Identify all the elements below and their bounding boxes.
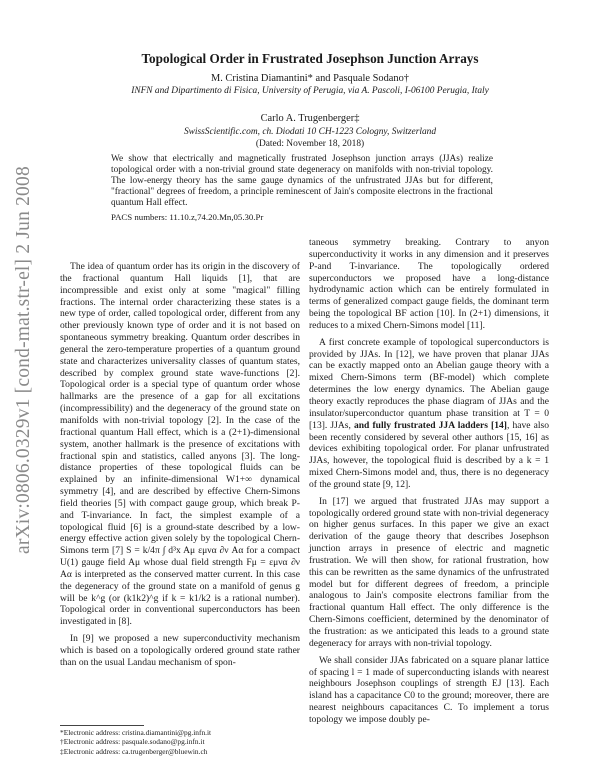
paragraph xyxy=(309,337,549,491)
paragraph: The idea of quantum order has its origin in the discovery of the fractional quantum Hall liquids [1], that are incompressible and exist only at some "magical" filling fractions. The internal order characterizing these states is a new type of order, called topological order, different from any other previously known type of order and it is not based on spontaneous symmetry breaking. Quantum order describes in general the zero-temperature properties of a quantum ground state and characterizes universality classes of quantum states, described by complex ground state wave-functions [2]. Topological order is a special type of quantum order whose hallmarks are the presence of a gap for all excitations (incompressibility) and the degeneracy of the ground state on manifolds with non-trivial topology [2]. In the case of the fractional quantum Hall effect, which is a (2+1)-dimensional system, another hallmark is the presence of excitations with fractional spin and statistics, called anyons [3]. The long-distance properties of these topological fluids can be explained by an infinite-dimensional W1+∞ dynamical symmetry [4], and are described by effective Chern-Simons field theories [5] with compact gauge group, which break P-and T-invariance. In fact, the simplest example of a topological fluid [6] is a ground-state described by a low-energy effective action given solely by the topological Chern-Simons term [7] S = k/4π ∫ d³x Aμ εμνα ∂ν Aα for a compact U(1) gauge field Aμ whose dual field strength Fμ = εμνα ∂ν Aα is interpreted as the conserved matter current. In this case the degeneracy of the ground state on a manifold of genus g will be k^g (or (k1k2)^g if k = k1/k2 is a rational number). Topological order in conventional superconductors has been investigated in [8]. xyxy=(60,261,300,628)
affiliation-1: INFN and Dipartimento di Fisica, University of Perugia, via A. Pascoli, I-06100 Perugia, Italy xyxy=(131,86,489,96)
affiliation-2: SwissScientific.com, ch. Diodati 10 CH-1223 Cologny, Switzerland xyxy=(183,127,437,137)
abstract: We show that electrically and magnetically frustrated Josephson junction arrays (JJAs) realize topological order with a non-trivial ground state degeneracy on manifolds with non-trivial topology. The low-energy theory has the same gauge dynamics of the unfrustrated JJAs but for different, "fractional" degrees of freedom, a principle reminescent of Jain's composite electrons in the fractional quantum Hall effect. xyxy=(111,154,493,208)
bold-text-run: and fully frustrated JJA ladders [14] xyxy=(350,419,507,431)
authors-line-1: M. Cristina Diamantini* and Pasquale Sodano† xyxy=(211,73,409,84)
paragraph: In [9] we proposed a new superconductivity mechanism which is based on a topologically ordered ground state rather than on the usual Landau mechanism of spon- xyxy=(60,633,300,668)
arxiv-identifier: arXiv:0806.0329v1 [cond-mat.str-el] 2 Jun 2008 xyxy=(13,166,34,554)
text-run: A first concrete example of topological superconductors is provided by JJAs. In [12], we have proven that planar JJAs can be exactly mapped onto an Abelian gauge theory with a mixed Chern-Simons term (BF-model) which complete determines the low energy dynamics. The Abelian gauge theory exactly reproduces the phase diagram of JJAs and the insulator/superconductor quantum phase transition at T = 0 [13]. JJAs, xyxy=(309,336,549,431)
paper-title: Topological Order in Frustrated Josephson Junction Arrays xyxy=(141,51,479,66)
text-run: , have also been recently considered by several other authors [15, 16] as devices exhibiting topological order. For planar unfrustrated JJAs, however, the topological fluid is described by a k = 1 mixed Chern-Simons model and, thus, there is no degeneracy of the ground state [9, 12]. xyxy=(309,419,549,490)
right-column xyxy=(309,237,549,731)
date-line: (Dated: November 18, 2018) xyxy=(255,139,365,149)
footnote: †Electronic address: pasquale.sodano@pg.infn.it xyxy=(60,737,205,747)
footnote: *Electronic address: cristina.diamantini@pg.infn.it xyxy=(60,728,212,737)
paragraph: In [17] we argued that frustrated JJAs may support a topologically ordered ground state with non-trivial degeneracy on higher genus surfaces. In this paper we give an exact derivation of the gauge theory that describes Josephson junction arrays in presence of electric and magnetic frustration. We will then show, for rational frustration, how this can be rewritten as the same dynamics of the unfrustrated model but for different degrees of freedom, a principle analogous to Jain's composite electrons familiar from the fractional quantum Hall effect. The only difference is the Chern-Simons coefficient, determined by the denominator of the frustration: as we anticipated this leads to a ground state degeneracy for arrays with non-trivial topology. xyxy=(309,495,549,649)
left-column xyxy=(60,261,300,674)
footnotes xyxy=(60,728,300,756)
paragraph: We shall consider JJAs fabricated on a square planar lattice of spacing l = 1 made of superconducting islands with nearest neighbours Josephson couplings of strength EJ [13]. Each island has a capacitance C0 to the ground; moreover, there are nearest neighbours capacitances C. To implement a torus topology we impose doubly pe- xyxy=(309,654,549,725)
authors-line-2: Carlo A. Trugenberger‡ xyxy=(260,113,360,124)
footnote-rule xyxy=(60,725,144,726)
paragraph: taneous symmetry breaking. Contrary to anyon superconductivity it works in any dimension and it preserves P-and T-invariance. The topologically ordered superconductors we proposed have a long-distance hydrodynamic action which can be entirely formulated in terms of generalized compact gauge fields, the dominant term being the topological BF action [10]. In (2+1) dimensions, it reduces to a mixed Chern-Simons model [11]. xyxy=(309,237,549,331)
pacs-numbers: PACS numbers: 11.10.z,74.20.Mn,05.30.Pr xyxy=(111,212,264,222)
footnote: ‡Electronic address: ca.trugenberger@bluewin.ch xyxy=(60,746,208,756)
